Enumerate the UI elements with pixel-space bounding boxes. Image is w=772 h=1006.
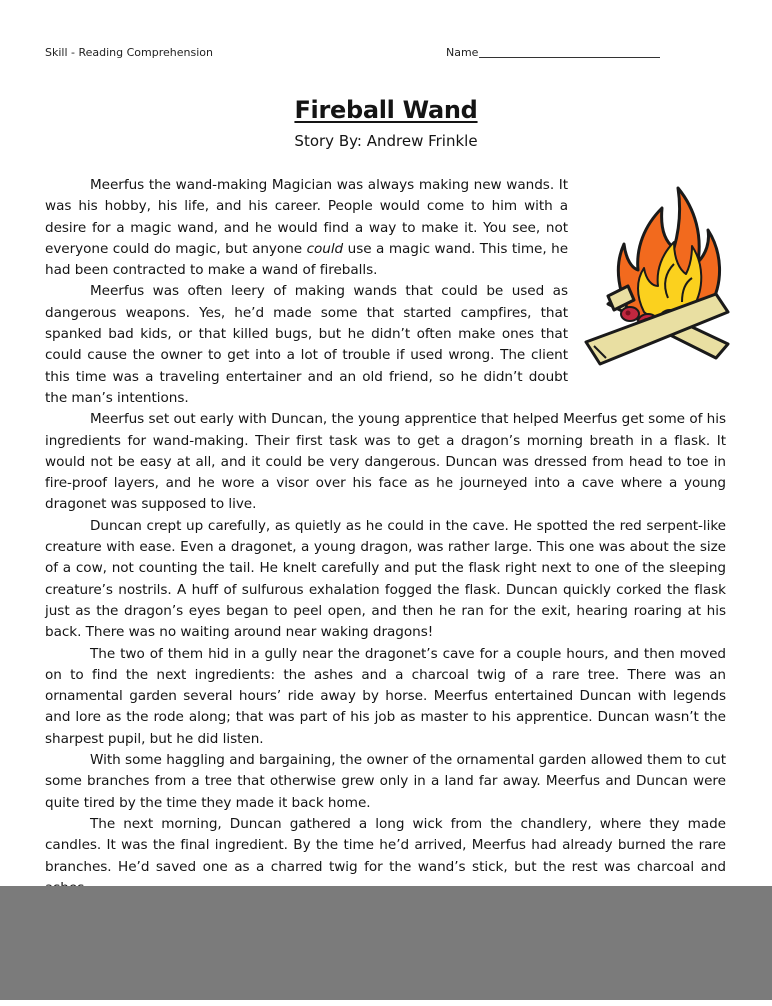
paragraph-text: Meerfus the wand-making Magician was always making new wands. It was his hobby, his life, and his career. People would come to him with a desire for a magic wand, and he would find a way to make it. You see, not everyone could do magic, but anyone — [45, 177, 568, 257]
story-paragraph: The two of them hid in a gully near the dragonet’s cave for a couple hours, and then moved on to find the next ingredients: the ashes and a charcoal twig of a rare tree. There was an ornamental garden several hours’ ride away by horse. Meerfus entertained Duncan with legends and lore as the rode along; that was part of his job as master to his apprentice. Duncan wasn’t the sharpest pupil, but he did listen. — [45, 645, 726, 747]
story-paragraph — [45, 175, 568, 281]
name-blank-line — [479, 46, 660, 58]
paragraph-text: use a magic wand. This time, he had been contracted to make a wand of fireballs. — [45, 240, 569, 279]
bottom-overlay-band — [0, 886, 772, 1000]
emphasis-text: could — [306, 240, 344, 257]
story-byline: Story By: Andrew Frinkle — [294, 132, 478, 150]
story-paragraph: With some haggling and bargaining, the owner of the ornamental garden allowed them to cut some branches from a tree that otherwise grew only in a land far away. Meerfus and Duncan were quite tired by the time they made it back home. — [45, 752, 726, 811]
story-title — [0, 96, 772, 124]
story-paragraph: Meerfus set out early with Duncan, the young apprentice that helped Meerfus get some of his ingredients for wand-making. Their first task was to get a dragon’s morning breath in a flask. It would not be easy at all, and it could be very dangerous. Duncan was dressed from head to toe in fire-proof layers, and he wore a visor over his face as he journeyed into a cave where a young dragonet was supposed to live. — [45, 411, 726, 513]
story-paragraph: Duncan crept up carefully, as quietly as he could in the cave. He spotted the red serpent-like creature with ease. Even a dragonet, a young dragon, was rather large. This one was about the size of a cow, not counting the tail. He knelt carefully and put the flask right next to one of the sleeping creature’s nostrils. A huff of sulfurous exhalation fogged the flask. Duncan quickly corked the flask just as the dragon’s eyes began to peel open, and then he ran for the exit, hearing roaring at his back. There was no waiting around near waking dragons! — [45, 517, 726, 641]
name-label: Name — [446, 46, 479, 59]
story-paragraph: The next morning, Duncan gathered a long wick from the chandlery, where they made candles. It was the final ingredient. By the time he’d arrived, Meerfus had already burned the rare branches. He’d saved one as a charred twig for the wand’s stick, but the rest was charcoal and — [45, 815, 726, 875]
story-paragraph: Meerfus was often leery of making wands that could be used as dangerous weapons. Yes, he’d made some that started campfires, that spanked bad kids, or that killed bugs, but he didn’t often make ones that could cause the owner to get into a lot of trouble if used wrong. The client this time was a traveling entertainer and an old friend, so he didn’t doubt the man’s intentions. — [45, 283, 568, 406]
story-body — [45, 175, 726, 1006]
story-title-text: Fireball Wand — [294, 96, 478, 124]
skill-label: Skill - Reading Comprehension — [45, 46, 213, 59]
name-field — [446, 46, 660, 59]
